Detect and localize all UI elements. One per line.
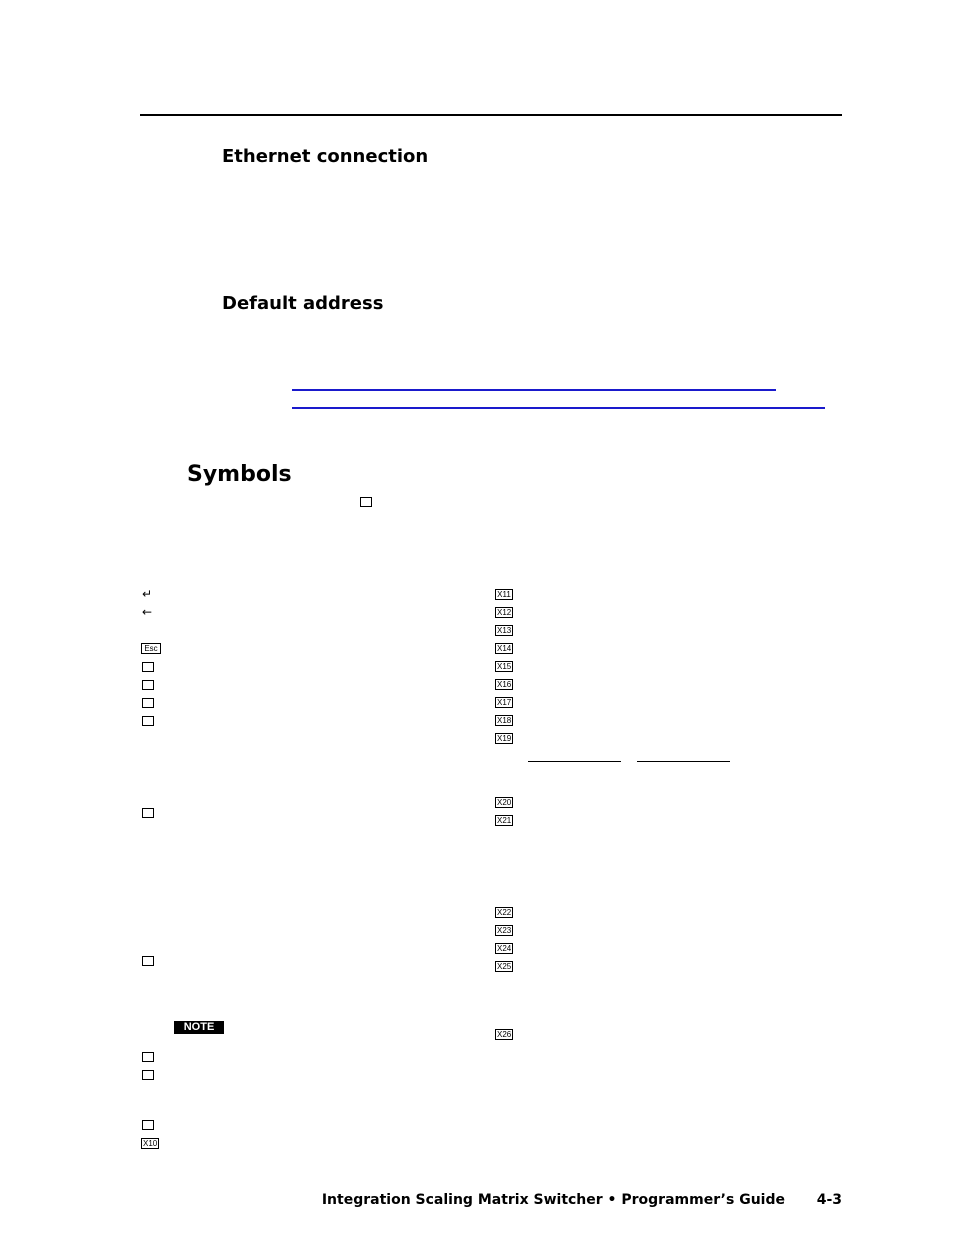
carriage-return-icon: ↵ (142, 587, 153, 601)
x16-symbol: X16 (497, 680, 512, 689)
esc-symbol: Esc (141, 643, 161, 654)
header-rule (140, 114, 842, 116)
symbol-box (142, 1052, 154, 1062)
page-number: 4-3 (816, 1192, 842, 1208)
hyperlink-underline-2[interactable] (292, 407, 825, 409)
x17-symbol: X17 (497, 698, 512, 707)
footer-title: Integration Scaling Matrix Switcher • Programmer’s Guide (321, 1192, 785, 1208)
line-feed-icon: ← (142, 605, 153, 619)
symbol-box (142, 716, 154, 726)
underline-rule (637, 761, 730, 762)
x10-symbol: X10 (143, 1139, 158, 1148)
symbol-box (142, 1070, 154, 1080)
symbol-box (142, 680, 154, 690)
x13-symbol: X13 (497, 626, 512, 635)
x18-symbol: X18 (497, 716, 512, 725)
x19-symbol: X19 (497, 734, 512, 743)
x12-symbol: X12 (497, 608, 512, 617)
hyperlink-underline-1[interactable] (292, 389, 776, 391)
heading-default-address: Default address (222, 293, 384, 314)
heading-ethernet-connection: Ethernet connection (222, 146, 429, 167)
symbol-box (142, 662, 154, 672)
x26-symbol: X26 (497, 1030, 512, 1039)
heading-symbols: Symbols (187, 462, 292, 487)
x21-symbol: X21 (497, 816, 512, 825)
underline-rule (528, 761, 621, 762)
symbol-box (142, 1120, 154, 1130)
space-symbol-box (360, 497, 372, 507)
x14-symbol: X14 (497, 644, 512, 653)
x25-symbol: X25 (497, 962, 512, 971)
x15-symbol: X15 (497, 662, 512, 671)
x24-symbol: X24 (497, 944, 512, 953)
x22-symbol: X22 (497, 908, 512, 917)
x23-symbol: X23 (497, 926, 512, 935)
symbol-box (142, 956, 154, 966)
symbol-box (142, 698, 154, 708)
symbol-box (142, 808, 154, 818)
note-badge: NOTE (174, 1021, 224, 1034)
x11-symbol: X11 (495, 589, 513, 600)
x20-symbol: X20 (497, 798, 512, 807)
